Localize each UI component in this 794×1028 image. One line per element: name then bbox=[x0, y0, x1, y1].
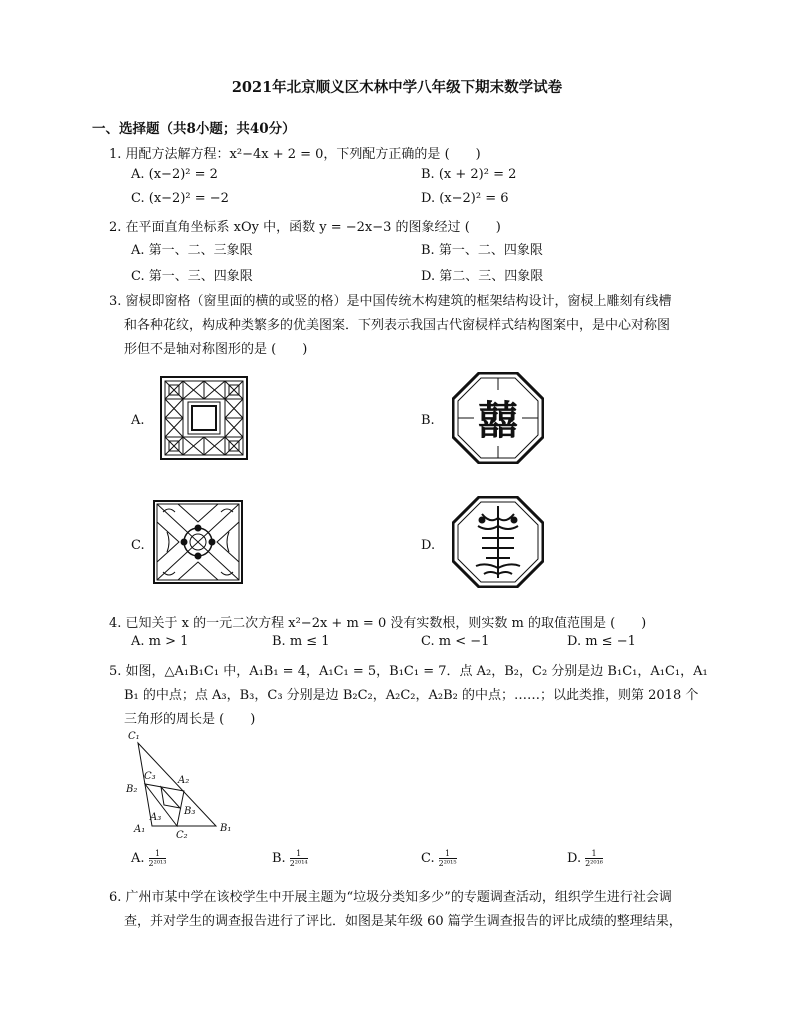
label-b3: B₃ bbox=[184, 806, 196, 817]
question-6-line-2: 查，并对学生的调查报告进行了评比．如图是某年级 60 篇学生调查报告的评比成绩的整理结果， bbox=[124, 914, 682, 929]
question-2-stem: 2. 在平面直角坐标系 xOy 中，函数 y = −2x−3 的图象经过 ( ) bbox=[109, 220, 501, 235]
label-c3: C₃ bbox=[144, 771, 156, 782]
window-lattice-a-figure bbox=[160, 376, 248, 460]
label-a2: A₂ bbox=[178, 775, 190, 786]
q5-option-b: B. $\frac{1}{\text{2²⁰¹⁴}}$ bbox=[272, 849, 308, 868]
label-a3: A₃ bbox=[150, 812, 162, 823]
q5-a-numerator: 1 bbox=[149, 849, 167, 859]
q1-option-d: D. (x−2)² = 6 bbox=[421, 191, 509, 206]
window-lattice-b-figure bbox=[452, 372, 544, 464]
q5-d-numerator: 1 bbox=[585, 849, 603, 859]
question-6-line-1: 6. 广州市某中学在该校学生中开展主题为“垃圾分类知多少”的专题调查活动，组织学生进行社会调 bbox=[109, 890, 672, 905]
q1-option-b: B. (x + 2)² = 2 bbox=[421, 167, 517, 182]
q1-option-a: A. (x−2)² = 2 bbox=[131, 167, 218, 182]
window-lattice-c-figure bbox=[153, 500, 243, 584]
q3-option-b-label: B. bbox=[421, 413, 435, 428]
q2-option-b: B. 第一、二、四象限 bbox=[421, 243, 543, 258]
question-5-line-1: 5. 如图，△A₁B₁C₁ 中，A₁B₁ = 4，A₁C₁ = 5，B₁C₁ = 7．点 A₂，B₂，C₂ 分别是边 B₁C₁，A₁C₁，A₁ bbox=[109, 664, 708, 679]
question-1-stem: 1. 用配方法解方程：x²−4x + 2 = 0，下列配方正确的是 ( ) bbox=[109, 147, 481, 162]
window-lattice-d-figure bbox=[452, 496, 544, 588]
label-c1: C₁ bbox=[128, 731, 140, 742]
question-5-line-3: 三角形的周长是 ( ) bbox=[124, 712, 256, 727]
q5-option-c: C. $\frac{1}{\text{2²⁰¹⁵}}$ bbox=[421, 849, 457, 868]
q1-option-c: C. (x−2)² = −2 bbox=[131, 191, 229, 206]
q2-option-c: C. 第一、三、四象限 bbox=[131, 269, 253, 284]
q5-a-denominator: 2²⁰¹³ bbox=[148, 859, 167, 868]
label-c2: C₂ bbox=[176, 830, 188, 840]
q2-option-a: A. 第一、二、三象限 bbox=[131, 243, 253, 258]
q5-c-numerator: 1 bbox=[439, 849, 457, 859]
q4-option-c: C. m < −1 bbox=[421, 634, 490, 649]
question-4-stem: 4. 已知关于 x 的一元二次方程 x²−2x + m = 0 没有实数根，则实数 m 的取值范围是 ( ) bbox=[109, 616, 647, 631]
q5-b-numerator: 1 bbox=[290, 849, 308, 859]
ornamental-window-icon bbox=[476, 506, 520, 578]
q5-c-denominator: 2²⁰¹⁵ bbox=[438, 859, 457, 868]
question-3-line-3: 形但不是轴对称图形的是 ( ) bbox=[124, 342, 308, 357]
label-b1: B₁ bbox=[220, 823, 232, 834]
q5-option-a: A. $\frac{1}{\text{2²⁰¹³}}$ bbox=[131, 849, 167, 868]
page-title: 2021年北京顺义区木林中学八年级下期末数学试卷 bbox=[231, 79, 563, 96]
q5-b-denominator: 2²⁰¹⁴ bbox=[289, 859, 308, 868]
q3-option-c-label: C. bbox=[131, 538, 145, 553]
q4-option-b: B. m ≤ 1 bbox=[272, 634, 330, 649]
question-3-line-1: 3. 窗棂即窗格（窗里面的横的或竖的格）是中国传统木构建筑的框架结构设计，窗棂上雕刻有线槽 bbox=[109, 294, 672, 309]
q5-d-denominator: 2²⁰¹⁶ bbox=[585, 859, 604, 868]
label-a1: A₁ bbox=[134, 824, 146, 835]
q2-option-d: D. 第二、三、四象限 bbox=[421, 269, 544, 284]
q5-option-d: D. $\frac{1}{\text{2²⁰¹⁶}}$ bbox=[567, 849, 604, 868]
q3-option-d-label: D. bbox=[421, 538, 436, 553]
section-heading: 一、选择题（共8小题；共40分） bbox=[92, 121, 296, 137]
q4-option-d: D. m ≤ −1 bbox=[567, 634, 636, 649]
question-5-line-2: B₁ 的中点；点 A₃，B₃，C₃ 分别是边 B₂C₂，A₂C₂，A₂B₂ 的中点；……；以此类推，则第 2018 个 bbox=[124, 688, 699, 703]
q4-option-a: A. m > 1 bbox=[131, 634, 189, 649]
question-3-line-2: 和各种花纹，构成种类繁多的优美图案．下列表示我国古代窗棂样式结构图案中，是中心对称图 bbox=[124, 318, 671, 333]
label-b2: B₂ bbox=[126, 784, 138, 795]
nested-triangle-figure bbox=[122, 728, 242, 840]
q3-option-a-label: A. bbox=[131, 413, 145, 428]
double-happiness-icon: 囍 bbox=[478, 398, 518, 444]
